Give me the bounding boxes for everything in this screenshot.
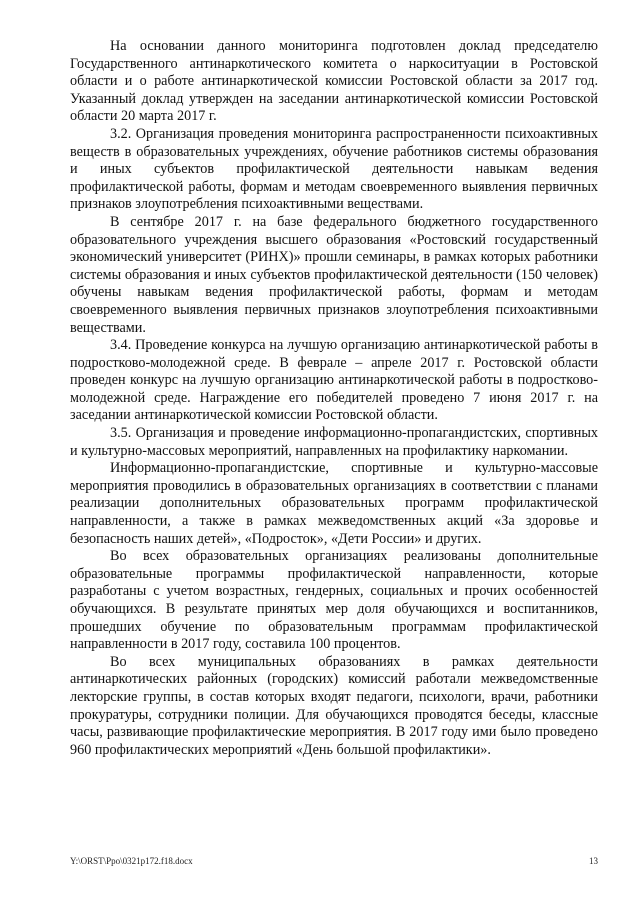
paragraph-section-3-2: 3.2. Организация проведения мониторинга распространенности психоактивных веществ в образовательных учреждениях, обучение работников системы образования и иных субъектов профилактической деятельности навыкам ведения профилактической работы, формам и методам своевременного выявления первичных признаков злоупотребления психоактивными веществами. <box>70 125 598 213</box>
document-page <box>70 38 598 759</box>
page-number: 13 <box>589 856 598 866</box>
paragraph-events: Информационно-пропагандистские, спортивные и культурно-массовые мероприятия проводились в образовательных организациях в соответствии с планами реализации дополнительных образовательных программ профилактической направленности, а также в рамках межведомственных акций «За здоровье и безопасность наших детей», «Подросток», «Дети России» и других. <box>70 460 598 547</box>
paragraph-programs: Во всех образовательных организациях реализованы дополнительные образовательные программы профилактической направленности, которые разработаны с учетом возрастных, гендерных, социальных и прочих особенностей обучающихся. В результате принятых мер доля обучающихся и воспитанников, прошедших обучение по образовательным программам профилактической направленности в 2017 году, составила 100 процентов. <box>70 548 598 653</box>
paragraph-section-3-4: 3.4. Проведение конкурса на лучшую организацию антинаркотической работы в подростково-молодежной среде. В феврале – апреле 2017 г. Ростовской области проведен конкурс на лучшую организацию антинаркотической работы в подростково-молодежной среде. Награждение его победителей проведено 7 июня 2017 г. на заседании антинаркотической комиссии Ростовской области. <box>70 337 598 424</box>
paragraph-monitoring-report: На основании данного мониторинга подготовлен доклад председателю Государственного антинаркотического комитета о наркоситуации в Ростовской области и о работе антинаркотической комиссии Ростовской области за 2017 год. Указанный доклад утвержден на заседании антинаркотической комиссии Ростовской области 20 марта 2017 г. <box>70 38 598 125</box>
paragraph-lecture-groups: Во всех муниципальных образованиях в рамках деятельности антинаркотических районных (городских) комиссий работали межведомственные лекторские группы, в состав которых входят педагоги, психологи, врачи, работники прокуратуры, сотрудники полиции. Для обучающихся проводятся беседы, классные часы, развивающие профилактические мероприятия. В 2017 году ими было проведено 960 профилактических мероприятий «День большой профилактики». <box>70 653 598 758</box>
paragraph-september-seminars: В сентябре 2017 г. на базе федерального бюджетного государственного образовательного учреждения высшего образования «Ростовский государственный экономический университет (РИНХ)» прошли семинары, в рамках которых работники системы образования и иных субъектов профилактической деятельности (150 человек) обучены навыкам ведения профилактической работы, формам и методам своевременного выявления первичных признаков злоупотребления психоактивными веществами. <box>70 213 598 336</box>
paragraph-section-3-5: 3.5. Организация и проведение информационно-пропагандистских, спортивных и культурно-массовых мероприятий, направленных на профилактику наркомании. <box>70 425 598 459</box>
footer-file-path: Y:\ORST\Ppo\0321p172.f18.docx <box>70 856 193 866</box>
